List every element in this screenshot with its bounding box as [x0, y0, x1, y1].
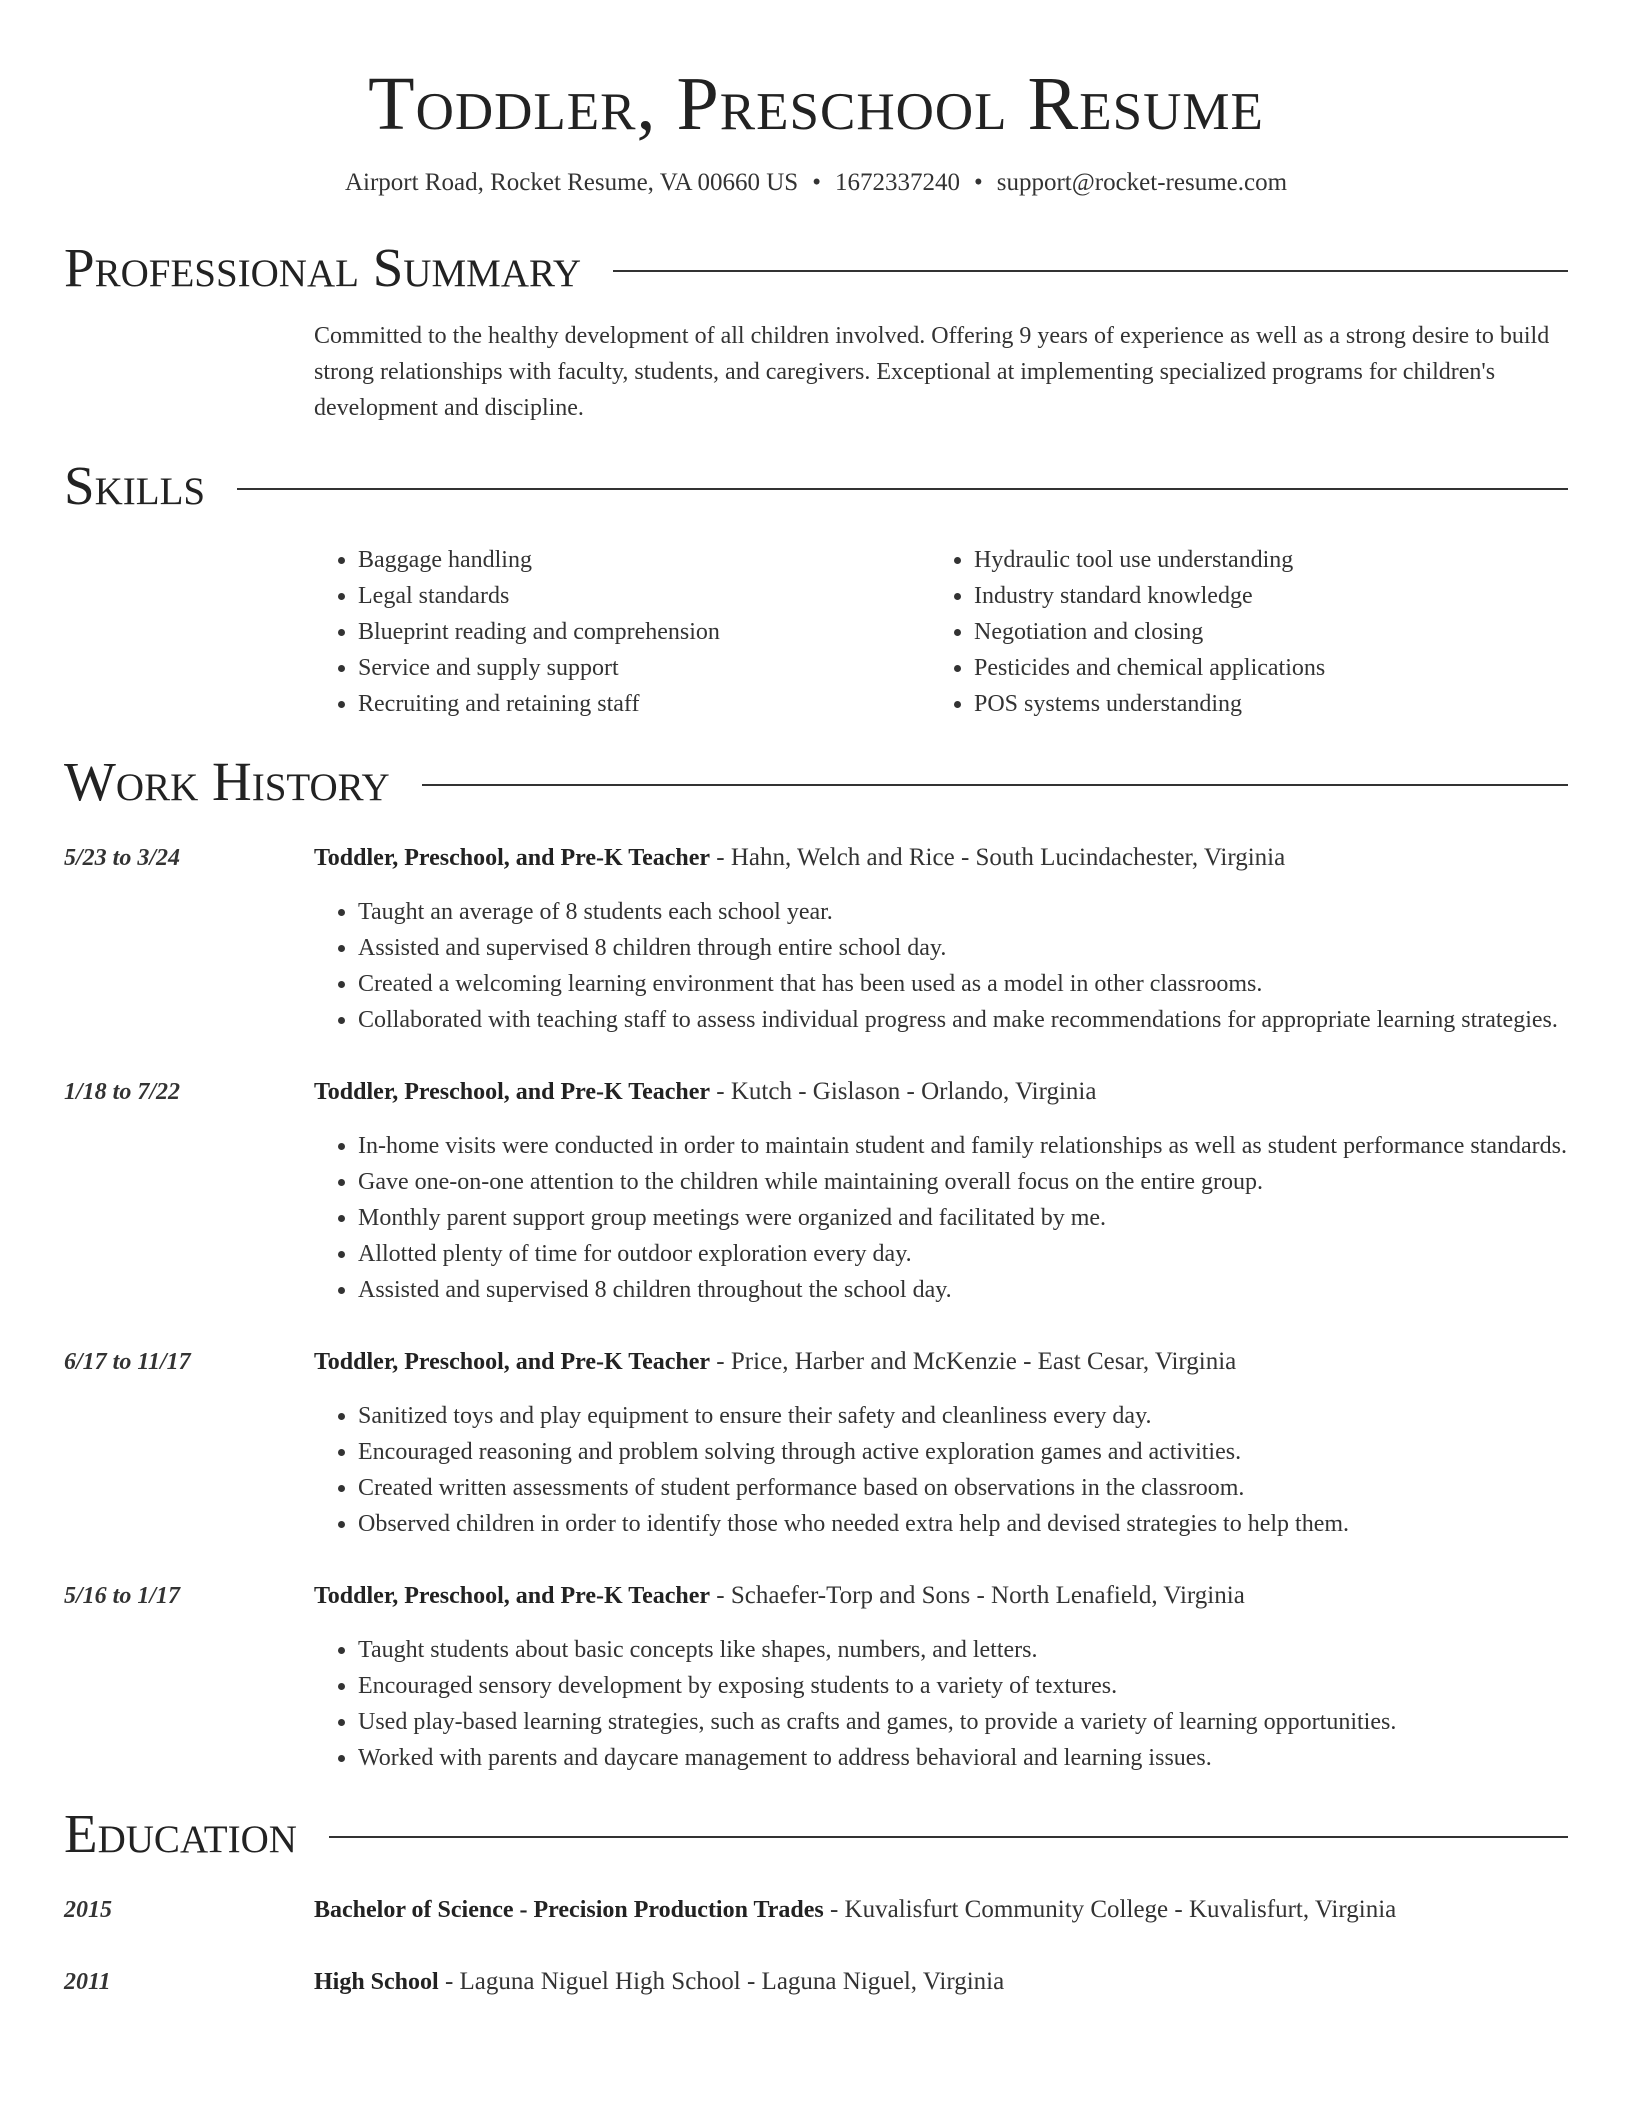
skill-item: • Pesticides and chemical applications	[974, 650, 1544, 686]
job-entry	[64, 1074, 1568, 1308]
job-title: Toddler, Preschool, and Pre-K Teacher	[314, 845, 711, 871]
skill-item: • Blueprint reading and comprehension	[358, 614, 928, 650]
skills-list	[314, 542, 1568, 722]
section-divider	[422, 784, 1568, 786]
education-year: 2011	[64, 1969, 111, 1995]
job-dates: 5/16 to 1/17	[64, 1583, 181, 1609]
resume-title: Toddler, Preschool Resume	[368, 62, 1264, 146]
contact-line	[64, 166, 1568, 200]
education-details	[314, 1964, 1568, 2000]
job-bullet: • Created a welcoming learning environment that has been used as a model in other classrooms.	[358, 966, 1568, 1002]
job-entry	[64, 840, 1568, 1038]
job-title: Toddler, Preschool, and Pre-K Teacher	[314, 1079, 711, 1105]
job-bullet: • Used play-based learning strategies, such as crafts and games, to provide a variety of learning opportunities.	[358, 1704, 1568, 1740]
job-header	[314, 1578, 1568, 1614]
contact-email: support@rocket-resume.com	[996, 169, 1288, 196]
job-details	[314, 1578, 1568, 1776]
job-bullet: • Collaborated with teaching staff to assess individual progress and make recommendations for appropriate learning strategies.	[358, 1002, 1568, 1038]
education-header	[314, 1892, 1568, 1928]
education-section-header	[64, 1804, 1568, 1864]
job-bullet: • In-home visits were conducted in order to maintain student and family relationships as well as student performance standards.	[358, 1128, 1568, 1164]
education-degree: Bachelor of Science - Precision Production Trades	[314, 1897, 824, 1923]
work-heading: Work History	[64, 751, 390, 812]
job-bullet: • Worked with parents and daycare management to address behavioral and learning issues.	[358, 1740, 1568, 1776]
job-title: Toddler, Preschool, and Pre-K Teacher	[314, 1349, 711, 1375]
education-entry	[64, 1964, 1568, 2000]
section-divider	[329, 1836, 1568, 1838]
job-bullet: • Encouraged sensory development by exposing students to a variety of textures.	[358, 1668, 1568, 1704]
work-history-list	[64, 840, 1568, 1776]
job-dates: 1/18 to 7/22	[64, 1079, 181, 1105]
job-details	[314, 1074, 1568, 1308]
contact-separator: •	[973, 169, 983, 196]
contact-phone: 1672337240	[834, 169, 960, 196]
work-section-header	[64, 752, 1568, 812]
job-title: Toddler, Preschool, and Pre-K Teacher	[314, 1583, 711, 1609]
job-bullet: • Gave one-on-one attention to the children while maintaining overall focus on the entire group.	[358, 1164, 1568, 1200]
education-list	[64, 1892, 1568, 2000]
skill-item: • Hydraulic tool use understanding	[974, 542, 1544, 578]
job-bullet: • Observed children in order to identify those who needed extra help and devised strategies to help them.	[358, 1506, 1568, 1542]
skills-section-header	[64, 456, 1568, 516]
contact-address: Airport Road, Rocket Resume, VA 00660 US	[344, 169, 799, 196]
job-details	[314, 840, 1568, 1038]
education-heading: Education	[64, 1803, 297, 1864]
job-bullets	[314, 894, 1568, 1038]
job-header	[314, 1074, 1568, 1110]
contact-separator: •	[812, 169, 821, 196]
job-details	[314, 1344, 1568, 1542]
job-bullet: • Monthly parent support group meetings were organized and facilitated by me.	[358, 1200, 1568, 1236]
job-bullets	[314, 1632, 1568, 1776]
section-divider	[613, 270, 1568, 272]
education-degree: High School	[314, 1969, 439, 1995]
job-bullet: • Created written assessments of student performance based on observations in the classroom.	[358, 1470, 1568, 1506]
skill-item: • Service and supply support	[358, 650, 928, 686]
section-divider	[237, 488, 1568, 490]
skill-item: • Recruiting and retaining staff	[358, 686, 928, 722]
summary-heading: Professional Summary	[64, 237, 582, 298]
job-bullet: • Taught an average of 8 students each school year.	[358, 894, 1568, 930]
job-bullet: • Assisted and supervised 8 children throughout the school day.	[358, 1272, 1568, 1308]
skills-column-right	[928, 542, 1544, 722]
job-header	[314, 1344, 1568, 1380]
skill-item: • Negotiation and closing	[974, 614, 1544, 650]
skills-column-left	[314, 542, 928, 722]
education-school: - Laguna Niguel High School - Laguna Niguel, Virginia	[438, 1968, 1005, 1995]
job-bullet: • Sanitized toys and play equipment to ensure their safety and cleanliness every day.	[358, 1398, 1568, 1434]
job-bullet: • Assisted and supervised 8 children through entire school day.	[358, 930, 1568, 966]
job-bullet: • Taught students about basic concepts like shapes, numbers, and letters.	[358, 1632, 1568, 1668]
job-entry	[64, 1344, 1568, 1542]
summary-text: Committed to the healthy development of all children involved. Offering 9 years of experience as well as a strong desire to build strong relationships with faculty, students, and caregivers. Exceptional at implementing specialized programs for children's development and discipline.	[314, 323, 1550, 421]
job-employer: - Kutch - Gislason - Orlando, Virginia	[710, 1078, 1097, 1105]
job-bullets	[314, 1398, 1568, 1542]
skill-item: • Industry standard knowledge	[974, 578, 1544, 614]
job-header	[314, 840, 1568, 876]
job-entry	[64, 1578, 1568, 1776]
education-school: - Kuvalisfurt Community College - Kuvalisfurt, Virginia	[823, 1896, 1397, 1923]
education-header	[314, 1964, 1568, 2000]
skill-item: • POS systems understanding	[974, 686, 1544, 722]
job-dates: 5/23 to 3/24	[64, 845, 181, 871]
job-bullet: • Allotted plenty of time for outdoor exploration every day.	[358, 1236, 1568, 1272]
job-dates: 6/17 to 11/17	[64, 1349, 191, 1375]
job-employer: - Hahn, Welch and Rice - South Lucindachester, Virginia	[710, 844, 1286, 871]
job-bullets	[314, 1128, 1568, 1308]
job-bullet: • Encouraged reasoning and problem solving through active exploration games and activities.	[358, 1434, 1568, 1470]
job-employer: - Schaefer-Torp and Sons - North Lenafield, Virginia	[710, 1582, 1245, 1609]
skill-item: • Legal standards	[358, 578, 928, 614]
education-details	[314, 1892, 1568, 1928]
education-entry	[64, 1892, 1568, 1928]
education-year: 2015	[64, 1897, 112, 1923]
skills-heading: Skills	[64, 455, 206, 516]
job-employer: - Price, Harber and McKenzie - East Cesar, Virginia	[710, 1348, 1237, 1375]
summary-section-header	[64, 238, 1568, 298]
skill-item: • Baggage handling	[358, 542, 928, 578]
